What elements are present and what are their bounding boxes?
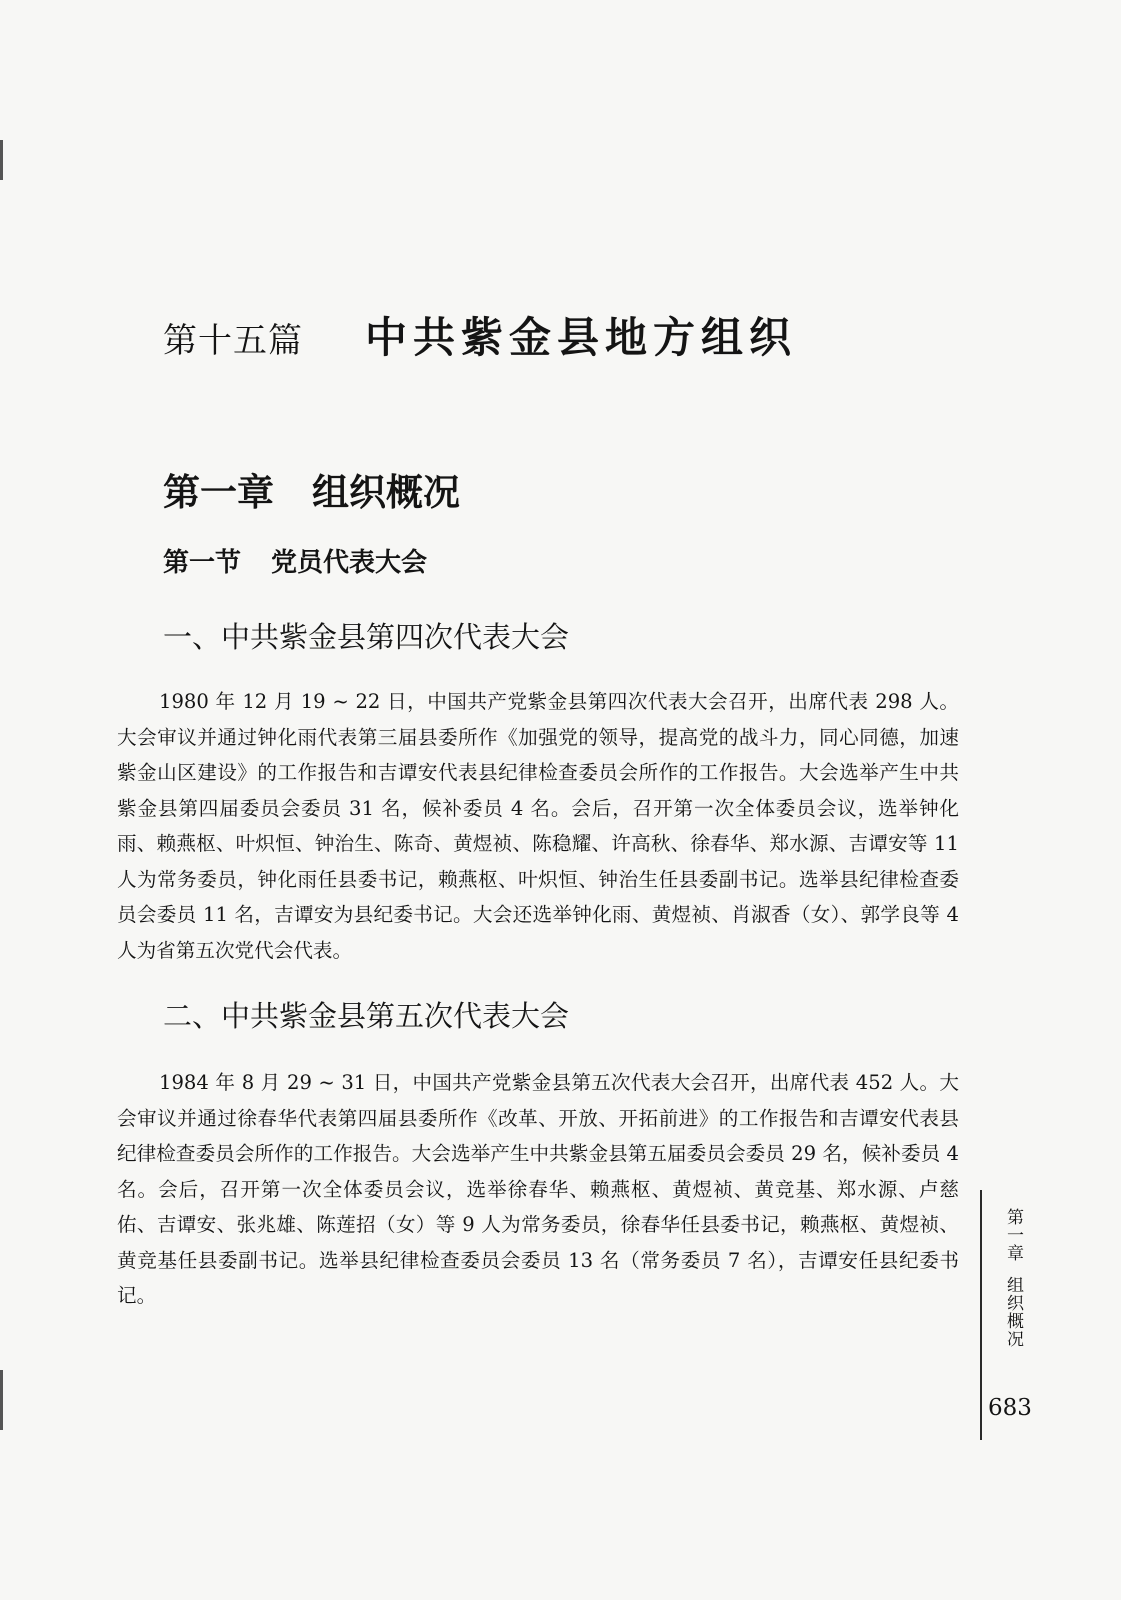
page-number: 683 <box>988 1395 1032 1421</box>
scan-edge-mark <box>0 1370 3 1430</box>
part-name: 中共紫金县地方组织 <box>365 313 798 362</box>
section-title <box>163 542 427 579</box>
side-tab-text <box>998 1208 1028 1348</box>
subsection-paragraph: 1980 年 12 月 19 ~ 22 日，中国共产党紫金县第四次代表大会召开，出席代表 298 人。大会审议并通过钟化雨代表第三届县委所作《加强党的领导，提高党的战斗力，同心同德，加速紫金山区建设》的工作报告和吉谭安代表县纪律检查委员会所作的工作报告。大会选举产生中共紫金县第四届委员会委员 31 名，候补委员 4 名。会后，召开第一次全体委员会议，选举钟化雨、赖燕枢、叶炽恒、钟治生、陈奇、黄煜祯、陈稳耀、许高秋、徐春华、郑水源、吉谭安等 11 人为常务委员，钟化雨任县委书记，赖燕枢、叶炽恒、钟治生任县委副书记。选举县纪律检查委员会委员 11 名，吉谭安为县纪委书记。大会还选举钟化雨、黄煜祯、肖淑香（女）、郭学良等 4 人为省第五次党代会代表。 <box>117 690 959 962</box>
subsection-title: 二、中共紫金县第五次代表大会 <box>163 999 570 1033</box>
subsection-title: 一、中共紫金县第四次代表大会 <box>163 620 570 654</box>
side-tab-rule <box>980 1190 982 1440</box>
side-tab-title: 组织概况 <box>1003 1276 1023 1348</box>
chapter-title <box>163 462 460 516</box>
subsection-paragraph: 1984 年 8 月 29 ~ 31 日，中国共产党紫金县第五次代表大会召开，出席代表 452 人。大会审议并通过徐春华代表第四届县委所作《改革、开放、开拓前进》的工作报告和吉谭安代表县纪律检查委员会所作的工作报告。大会选举产生中共紫金县第五届委员会委员 29 名，候补委员 4 名。会后，召开第一次全体委员会议，选举徐春华、赖燕枢、黄煜祯、黄竞基、郑水源、卢慈佑、吉谭安、张兆雄、陈莲招（女）等 9 人为常务委员，徐春华任县委书记，赖燕枢、黄煜祯、黄竞基任县委副书记。选举县纪律检查委员会委员 13 名（常务委员 7 名），吉谭安任县纪委书记。 <box>117 1071 959 1307</box>
chapter-label: 第一章 <box>163 471 274 514</box>
part-title <box>163 305 797 365</box>
part-label: 第十五篇 <box>163 321 303 361</box>
section-label: 第一节 <box>163 548 242 578</box>
side-tab-chapter: 第一章 <box>1003 1208 1023 1262</box>
scan-edge-mark <box>0 140 3 180</box>
chapter-name: 组织概况 <box>312 471 460 514</box>
section-name: 党员代表大会 <box>271 548 428 578</box>
